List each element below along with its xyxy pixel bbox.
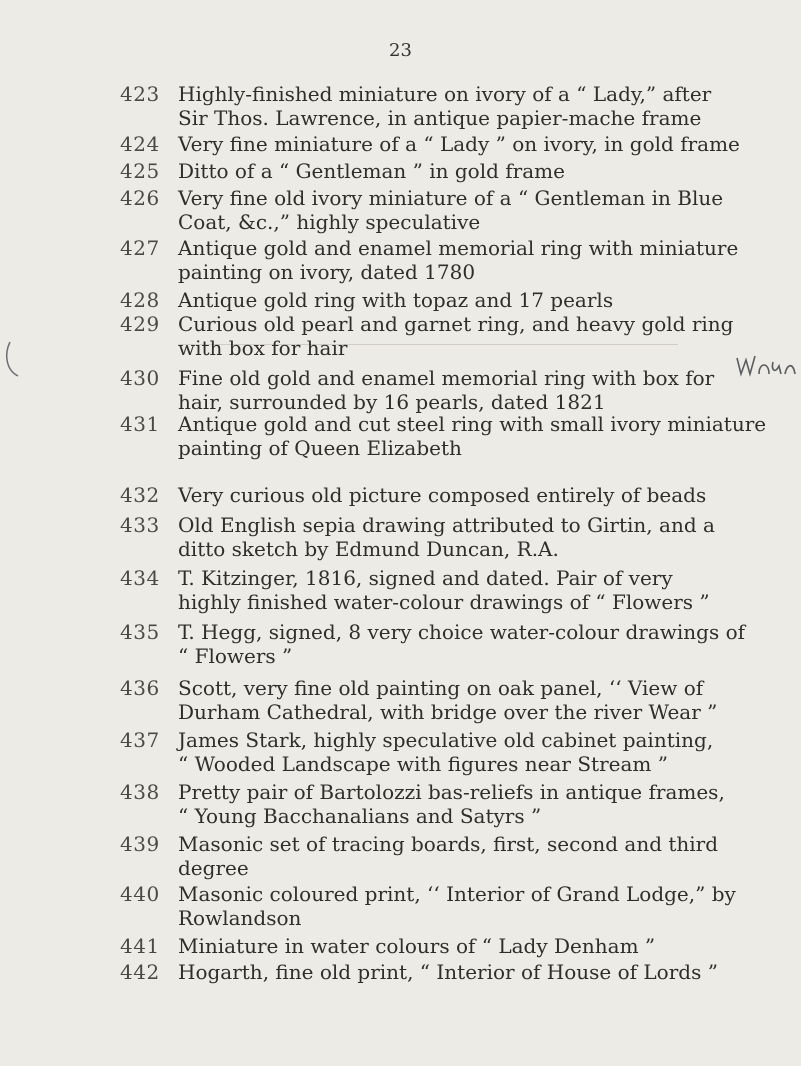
lot-description: Very curious old picture composed entirely of beads [178, 483, 707, 507]
lot-number: 438 [120, 780, 160, 804]
lot-description: Antique gold and enamel memorial ring with miniature painting on ivory, dated 1780 [178, 236, 739, 284]
lot-number: 426 [120, 186, 160, 210]
lot-number: 440 [120, 882, 160, 906]
lot-number: 430 [120, 366, 160, 390]
lot-number: 437 [120, 728, 160, 752]
lot-description: Very fine miniature of a “ Lady ” on ivory, in gold frame [178, 132, 740, 156]
lot-number: 427 [120, 236, 160, 260]
lot-description: T. Hegg, signed, 8 very choice water-colour drawings of “ Flowers ” [178, 620, 746, 668]
lot-number: 431 [120, 412, 160, 436]
lot-description: Curious old pearl and garnet ring, and heavy gold ring with box for hair [178, 312, 734, 360]
lot-description: Hogarth, fine old print, “ Interior of House of Lords ” [178, 960, 718, 984]
lot-number: 429 [120, 312, 160, 336]
lot-description: Masonic set of tracing boards, first, second and third degree [178, 832, 719, 880]
lot-description: Fine old gold and enamel memorial ring with box for hair, surrounded by 16 pearls, dated 1821 [178, 366, 715, 414]
lot-number: 434 [120, 566, 160, 590]
lot-number: 424 [120, 132, 160, 156]
lot-description: Masonic coloured print, ‘‘ Interior of Grand Lodge,” by Rowlandson [178, 882, 736, 930]
lot-description: Old English sepia drawing attributed to Girtin, and a ditto sketch by Edmund Duncan, R.A. [178, 513, 715, 561]
lot-description: James Stark, highly speculative old cabinet painting, “ Wooded Landscape with figures near Stream ” [178, 728, 714, 776]
lot-description: T. Kitzinger, 1816, signed and dated. Pair of very highly finished water-colour drawings of “ Flowers ” [178, 566, 710, 614]
lot-number: 441 [120, 934, 160, 958]
page-number: 23 [389, 40, 412, 61]
lot-number: 435 [120, 620, 160, 644]
lot-number: 442 [120, 960, 160, 984]
lot-number: 423 [120, 82, 160, 106]
lot-number: 428 [120, 288, 160, 312]
lot-description: Highly-finished miniature on ivory of a “ Lady,” after Sir Thos. Lawrence, in antique papier-mache frame [178, 82, 712, 130]
lot-number: 433 [120, 513, 160, 537]
lot-number: 432 [120, 483, 160, 507]
lot-number: 425 [120, 159, 160, 183]
lot-description: Pretty pair of Bartolozzi bas-reliefs in antique frames, “ Young Bacchanalians and Satyrs ” [178, 780, 725, 828]
lot-description: Ditto of a “ Gentleman ” in gold frame [178, 159, 565, 183]
bracket-stroke [7, 342, 18, 376]
lot-number: 439 [120, 832, 160, 856]
lot-description: Scott, very fine old painting on oak panel, ‘‘ View of Durham Cathedral, with bridge over the river Wear ” [178, 676, 718, 724]
lot-description: Antique gold and cut steel ring with small ivory miniature painting of Queen Elizabeth [178, 412, 767, 460]
lot-description: Antique gold ring with topaz and 17 pearls [178, 288, 614, 312]
lot-number: 436 [120, 676, 160, 700]
lot-description: Very fine old ivory miniature of a “ Gentleman in Blue Coat, &c.,” highly speculative [178, 186, 724, 234]
lot-description: Miniature in water colours of “ Lady Denham ” [178, 934, 656, 958]
